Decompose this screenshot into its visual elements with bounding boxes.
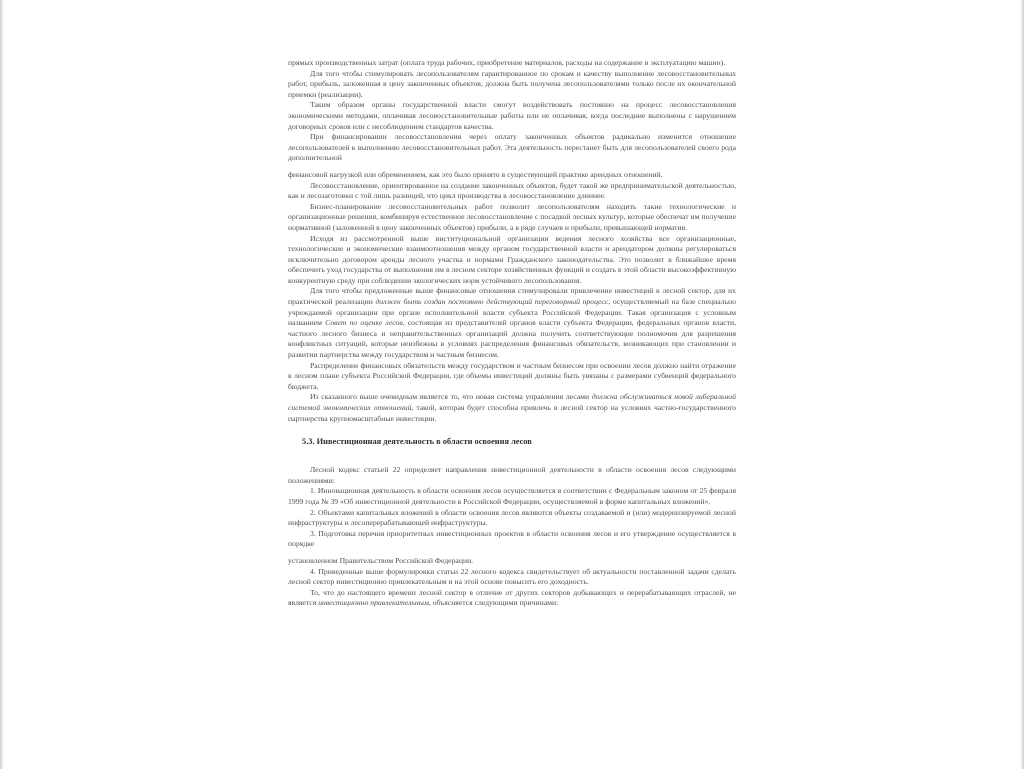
paragraph (288, 588, 736, 609)
section-heading: 5.3. Инвестиционная деятельность в области освоения лесов (302, 437, 532, 447)
list-item: 1. Инновационная деятельность в области освоения лесов осуществляется в соответствии с Федеральным законом от 25 февраля 1999 года № 39 «Об инвестиционной деятельности в Российской Федерации, осуществляемой в форме капитальных вложений». (288, 486, 736, 506)
document-page (288, 58, 736, 708)
emphasis-text: должен быть создан постоянно действующий переговорный процесс (375, 297, 609, 307)
emphasis-text: должна обслуживаться новой либеральной системой экономических отношений (288, 392, 736, 412)
left-edge-shadow (0, 0, 4, 769)
paragraph: Таким образом органы государственной власти смогут воздействовать постоянно на процесс лесовосстановления экономическими методами, оплачивая лесовосстановительные работы или не оплачивая, когда последние выполнены с нарушением договорных сроков или с несоблюдением стандартов качества. (288, 100, 736, 131)
paragraph: Лесовосстановление, ориентированное на создание законченных объектов, будет такой же предпринимательской деятельностью, как и лесозаготовки с той лишь разницей, что цикл производства в лесовосстановление длиннее. (288, 180, 736, 201)
paragraph: Исходя из рассмотренной выше институциональной организации ведения лесного хозяйства все организационные, технологические и экономические взаимоотношения между органом государственной власти и арендатором должны регулироваться исключительно договором аренды лесного участка и нормами Гражданского законодательства. Это позволит в ближайшее время обеспечить уход государства от выполнения им в лесном секторе хозяйственных функций и создать в этой области высокоэффективную конкурентную среду при соблюдении экологических норм устойчивого лесопользования. (288, 233, 736, 285)
paragraph (288, 392, 736, 424)
paragraph: прямых производственных затрат (оплата труда рабочих, приобретение материалов, расходы на содержание и эксплуатацию машин). (288, 58, 726, 67)
emphasis-text: инвестиционно привлекательным (318, 598, 429, 608)
emphasis-text: Совет по оценке лесов (325, 318, 403, 328)
paragraph-text: , такой, которая будет способна привлечь в лесной сектор на условиях частно-государственного партнерства крупномасштабные инвестиции. (288, 403, 736, 423)
paragraph-text: , осуществляемый на базе специально учреждаемой организации при органе исполнительной власти субъекта Российской Федерации. Такая организация с условным названием (288, 297, 736, 328)
list-item: 3. Подготовка перечня приоритетных инвестиционных проектов в области освоения лесов и его утверждение осуществляется в порядке (288, 528, 736, 549)
paragraph-text: Из сказанного выше очевидным является то, что новая система управления лесами (310, 392, 592, 402)
paragraph: Для того чтобы стимулировать лесопользователям гарантированное по срокам и качеству выполнение лесовосстановительных работ, прибыль, заложенная в цену законченных объектов, должна быть получена лесопользователями только после их окончательной приемки (реализации). (288, 68, 736, 99)
paragraph: Распределение финансовых обязательств между государством и частным бизнесом при освоении лесов должно найти отражение в лесном плане субъекта Российской Федерации, где объемы инвестиций должны быть увязаны с размерами субвенций федерального бюджета. (288, 360, 736, 391)
paragraph: финансовой нагрузкой или обременением, как это было принято в существующей практике арендных отношений. (288, 169, 663, 179)
list-item: 4. Приведенные выше формулировки статьи 22 лесного кодекса свидетельствует об актуальности поставленной задачи сделать лесной сектор инвестиционно привлекательным и на этой основе повысить его доходность. (288, 566, 736, 587)
right-edge-shadow (1020, 0, 1024, 769)
list-item: 2. Объектами капитальных вложений в области освоения лесов являются объекты создаваемой и (или) модернизируемой лесной инфраструктуры и лесоперерабатывающей инфраструктуры. (288, 507, 736, 528)
paragraph (288, 286, 736, 360)
paragraph-text: То, что до настоящего времени лесной сектор в отличие от других секторов добывающих и перерабатывающих отраслей, не является (288, 587, 736, 608)
paragraph-text: Для того чтобы предложенные выше финансовые отношения стимулировали привлечение инвестиций в лесной сектор, для их практической реализации (288, 286, 736, 307)
paragraph: установленном Правительством Российской Федерации. (288, 555, 474, 565)
paragraph: Лесной кодекс статьей 22 определяет направления инвестиционной деятельности в области освоения лесов следующими положениями: (288, 465, 736, 485)
paragraph: При финансировании лесовосстановления через оплату законченных объектов радикально изменится отношение лесопользователей к выполнению лесовосстановительных работ. Эта деятельность перестанет быть для лесопользователей своего рода дополнительной (288, 132, 736, 163)
paragraph-text: , объясняется следующими причинами: (428, 598, 559, 608)
paragraph-text: , состоящая из представителей органов власти субъекта Федерации, федеральных органов власти, частного лесного бизнеса и неправительственных организаций должна получить соответствующие полномочия для разрешения конфликтных ситуаций, которые неизбежны в условиях распределения финансовых обязательств, возникающих при становлении и развитии партнерства между государством и частным бизнесом. (288, 318, 736, 360)
paragraph: Бизнес-планирование лесовосстановительных работ позволит лесопользователям находить такие технологические и организационные решения, комбинируя естественное лесовосстановление с посадкой лесных культур, которые обеспечат им получение нормативной (заложенной в цену законченных объектов) прибыли, а в ряде случаев и прибыли, превышающей норматив. (288, 201, 736, 232)
